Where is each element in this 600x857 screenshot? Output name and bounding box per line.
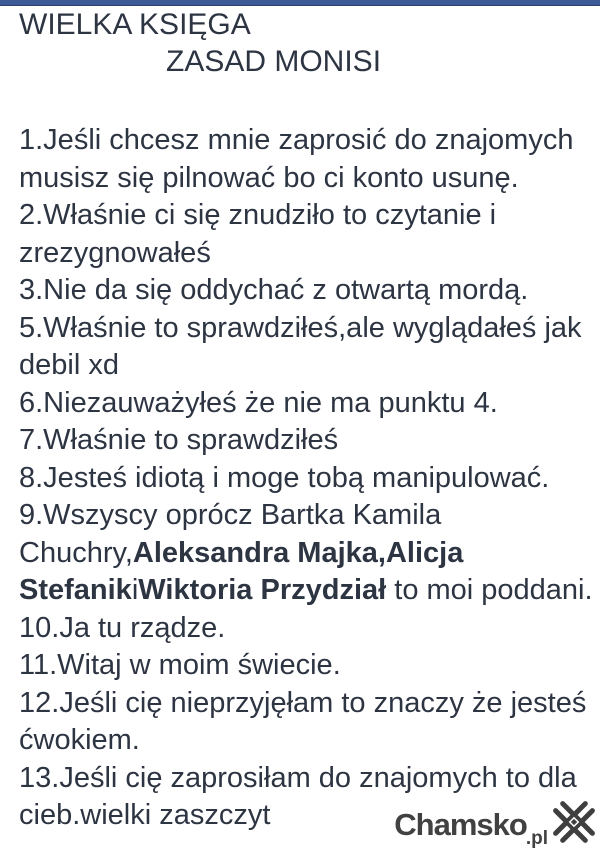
rule-text: to moi poddani. (386, 574, 593, 606)
rule-line (19, 647, 594, 685)
title-line-1: WIELKA KSIĘGA (19, 8, 251, 41)
page-title (19, 6, 594, 80)
rule-text: 7.Właśnie to sprawdziłeś (19, 424, 339, 456)
rules-list (19, 122, 594, 835)
rule-text: 5.Właśnie to sprawdziłeś,ale wyglądałeś jak (19, 311, 582, 344)
rule-text: Chuchry, (19, 536, 133, 569)
rule-line (19, 347, 594, 385)
document-body (0, 6, 600, 835)
rule-text: debil xd (19, 349, 119, 381)
rule-text: 11.Witaj w moim świecie. (19, 649, 341, 681)
rule-text: musisz się pilnować bo ci konto usunę. (19, 161, 519, 194)
rule-text: 12.Jeśli cię nieprzyjęłam to znaczy że jesteś (19, 686, 587, 719)
rule-line (19, 272, 594, 310)
rule-line (19, 122, 594, 160)
rule-line (19, 535, 594, 573)
rule-text: 9.Wszyscy oprócz Bartka Kamila (19, 499, 442, 531)
rule-name-bold: Wiktoria Przydział (138, 574, 387, 606)
watermark-brand: Chamsko (394, 806, 527, 842)
rule-line (19, 235, 594, 273)
rule-text: 6.Niezauważyłeś że nie ma punktu 4. (19, 386, 498, 419)
rule-text: 3.Nie da się oddychać z otwartą mordą. (19, 274, 529, 306)
rule-line (19, 160, 594, 198)
hash-icon (550, 796, 598, 853)
rule-text: 8.Jesteś idiotą i moge tobą manipulować. (19, 461, 550, 494)
rule-text: 10.Ja tu rządze. (19, 611, 226, 644)
rule-line (19, 722, 594, 760)
rule-line (19, 572, 594, 610)
rule-line (19, 460, 594, 498)
rule-text: cieb.wielki zaszczyt (19, 799, 271, 831)
rule-line (19, 760, 594, 798)
rule-line (19, 197, 594, 235)
rule-text: i (131, 574, 139, 606)
rule-text: 2.Właśnie ci się znudziło to czytanie i (19, 199, 497, 231)
watermark (394, 796, 598, 853)
rule-text: 1.Jeśli chcesz mnie zaprosić do znajomych (19, 124, 574, 156)
rule-line (19, 685, 594, 723)
rule-line (19, 385, 594, 423)
rule-name-bold: Aleksandra Majka,Alicja (132, 536, 464, 569)
rule-line (19, 497, 594, 535)
rule-line (19, 610, 594, 648)
rule-text: zrezygnowałeś (19, 236, 211, 269)
rule-name-bold: Stefanik (19, 574, 132, 606)
rule-line (19, 422, 594, 460)
rule-line (19, 310, 594, 348)
title-line-2: ZASAD MONISI (166, 45, 382, 78)
rule-text: ćwokiem. (19, 724, 140, 756)
watermark-tld: .pl (525, 828, 548, 849)
rule-text: 13.Jeśli cię zaprosiłam do znajomych to dla (19, 761, 577, 794)
